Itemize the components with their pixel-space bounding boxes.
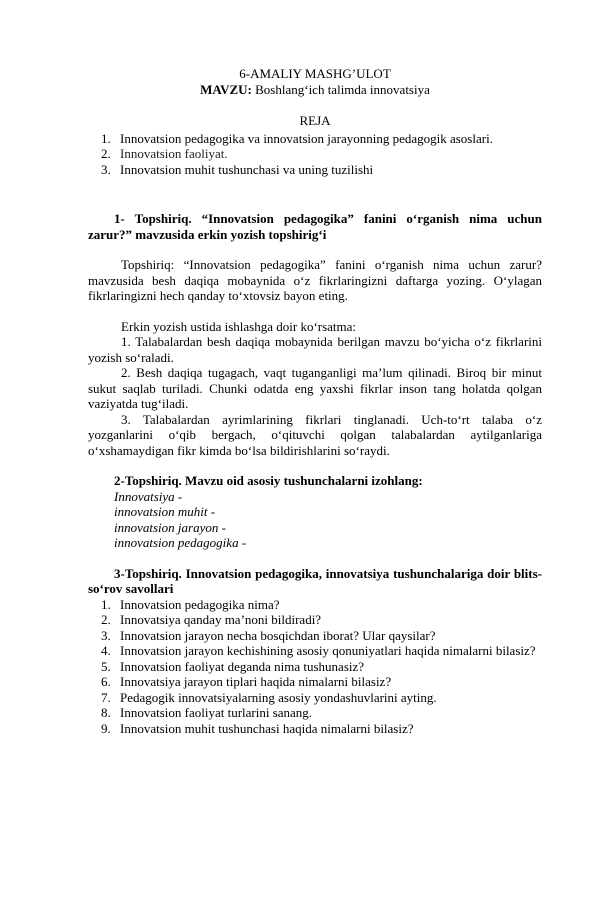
plan-item-number: 1. <box>101 130 111 146</box>
task2-heading: 2-Topshiriq. Mavzu oid asosiy tushunchalarni izohlang: <box>114 473 423 488</box>
document-page <box>0 66 596 908</box>
question-text: Innovatsion muhit tushunchasi haqida nimalarni bilasiz? <box>120 720 414 736</box>
topic-line <box>88 82 542 98</box>
topic-text: Boshlang‘ich talimda innovatsiya <box>251 81 430 97</box>
question-item <box>88 690 542 706</box>
question-item <box>88 628 542 644</box>
question-number: 6. <box>101 674 111 689</box>
plan-item <box>88 146 542 162</box>
plan-item-number: 2. <box>101 146 111 161</box>
topic-label: MAVZU: <box>200 81 252 97</box>
question-text: Innovatsion pedagogika nima? <box>120 596 280 612</box>
term-item: innovatsion muhit - <box>114 504 216 519</box>
plan-heading: REJA <box>299 113 331 128</box>
plan-item <box>88 131 542 147</box>
plan-item-text: Innovatsion faoliyat. <box>120 146 228 161</box>
question-text: Innovatsion faoliyat turlarini sanang. <box>120 705 313 720</box>
question-item <box>88 721 542 737</box>
task1-recommendation-item: 1. Talabalardan besh daqiqa mobaynida berilgan mavzu bo‘yicha o‘z fikrlarini yozish so‘raladi. <box>88 334 542 365</box>
question-number: 3. <box>101 627 111 643</box>
question-text: Innovatsion jarayon necha bosqichdan iborat? Ular qaysilar? <box>120 627 436 643</box>
question-text: Innovatsiya jarayon tiplari haqida nimalarni bilasiz? <box>120 674 392 689</box>
question-text: Innovatsiya qanday ma’noni bildiradi? <box>120 612 322 627</box>
term-item: Innovatsiya - <box>114 488 183 504</box>
task3-heading: 3-Topshiriq. Innovatsion pedagogika, innovatsiya tushunchalariga doir blits-so‘rov savollari <box>88 565 542 596</box>
task1-recommendation-item: 2. Besh daqiqa tugagach, vaqt tuganganligi ma’lum qilinadi. Biroq bir minut sukut saqlab turiladi. Chunki odatda eng yaxshi fikrlar inson tang holatda qolgan vaziyatda tug‘iladi. <box>88 365 542 411</box>
task1-recommendation-heading: Erkin yozish ustida ishlashga doir ko‘rsatma: <box>121 318 357 334</box>
question-item <box>88 705 542 721</box>
term-item: innovatsion pedagogika - <box>114 535 247 550</box>
question-item <box>88 612 542 628</box>
question-number: 9. <box>101 720 111 736</box>
task1-paragraph: Topshiriq: “Innovatsion pedagogika” fanini o‘rganish nima uchun zarur? mavzusida besh daqiqa mobaynida o‘z fikrlaringizni daftarga yozing. O‘ylagan fikrlaringizni hech qanday to‘xtovsiz bayon eting. <box>88 257 542 303</box>
question-number: 8. <box>101 705 111 720</box>
question-item <box>88 643 542 659</box>
question-text: Innovatsion jarayon kechishining asosiy qonuniyatlari haqida nimalarni bilasiz? <box>120 643 536 658</box>
task2-terms <box>88 489 542 551</box>
task1-recommendation-item: 3. Talabalardan ayrimlarining fikrlari tinglanadi. Uch-to‘rt talaba o‘z yozganlarini o‘qib bergach, o‘qituvchi qolgan talabalardan aytilganlariga o‘xshamaydigan fikr kimda bo‘lsa bildirishlarini so‘raydi. <box>88 411 542 458</box>
task3-question-list <box>88 597 542 737</box>
question-number: 7. <box>101 689 111 705</box>
question-item <box>88 597 542 613</box>
task1-heading: 1- Topshiriq. “Innovatsion pedagogika” fanini o‘rganish nima uchun zarur?” mavzusida erkin yozish topshirig‘i <box>88 211 542 242</box>
plan-item-number: 3. <box>101 161 111 177</box>
question-number: 1. <box>101 596 111 612</box>
question-number: 2. <box>101 612 111 627</box>
question-number: 4. <box>101 643 111 658</box>
question-item <box>88 674 542 690</box>
plan-item-text: Innovatsion muhit tushunchasi va uning tuzilishi <box>120 161 374 177</box>
plan-item-text: Innovatsion pedagogika va innovatsion jarayonning pedagogik asoslari. <box>120 130 493 146</box>
plan-item <box>88 162 542 178</box>
term-item: innovatsion jarayon - <box>114 519 226 535</box>
question-item <box>88 659 542 675</box>
page-title: 6-AMALIY MASHG’ULOT <box>239 66 391 81</box>
plan-list <box>88 131 542 178</box>
question-text: Pedagogik innovatsiyalarning asosiy yondashuvlarini ayting. <box>120 689 437 705</box>
question-number: 5. <box>101 658 111 674</box>
question-text: Innovatsion faoliyat deganda nima tushunasiz? <box>120 658 365 674</box>
